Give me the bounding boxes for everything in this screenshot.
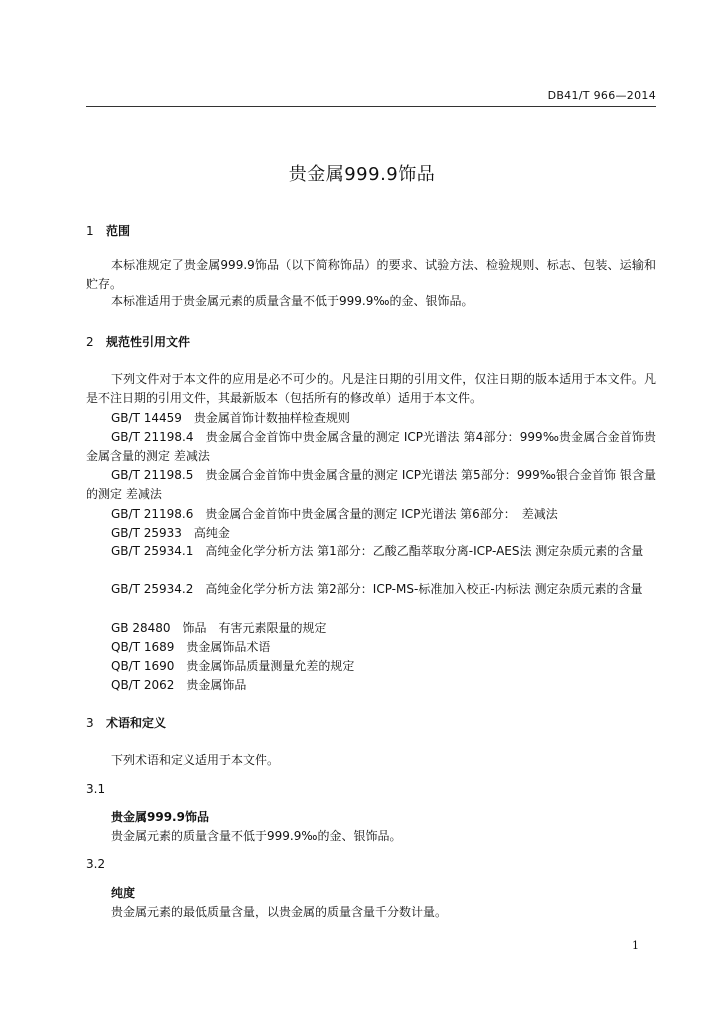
section-1-paragraph-1: 本标准规定了贵金属999.9饰品（以下简称饰品）的要求、试验方法、检验规则、标志、包装、运输和贮存。	[86, 258, 656, 291]
reference-item: GB/T 21198.5 贵金属合金首饰中贵金属含量的测定 ICP光谱法 第5部分：999‰银合金首饰 银含量的测定 差减法	[86, 468, 656, 501]
term-number: 3.2	[86, 857, 106, 871]
section-1-paragraph-2: 本标准适用于贵金属元素的质量含量不低于999.9‰的金、银饰品。	[111, 294, 474, 308]
section-3-heading	[86, 714, 166, 731]
section-title: 术语和定义	[106, 716, 167, 730]
reference-item: GB 28480 饰品 有害元素限量的规定	[111, 621, 327, 635]
reference-item: GB/T 25933 高纯金	[111, 526, 230, 540]
term-number: 3.1	[86, 782, 106, 796]
reference-item: QB/T 1690 贵金属饰品质量测量允差的规定	[111, 659, 355, 673]
reference-item: GB/T 25934.1 高纯金化学分析方法 第1部分：乙酸乙酯萃取分离-ICP-AES法 测定杂质元素的含量	[111, 544, 644, 558]
section-1-heading	[86, 222, 130, 239]
section-number: 3	[86, 716, 94, 730]
section-title: 范围	[106, 224, 131, 238]
section-title: 规范性引用文件	[106, 335, 191, 349]
section-number: 1	[86, 224, 94, 238]
reference-item: QB/T 2062 贵金属饰品	[111, 678, 247, 692]
term-name: 纯度	[111, 886, 136, 900]
section-number: 2	[86, 335, 94, 349]
term-definition: 贵金属元素的最低质量含量，以贵金属的质量含量千分数计量。	[111, 905, 448, 919]
document-code: DB41/T 966—2014	[547, 89, 656, 102]
section-2-heading	[86, 333, 190, 350]
term-definition: 贵金属元素的质量含量不低于999.9‰的金、银饰品。	[111, 829, 402, 843]
document-title: 贵金属999.9饰品	[288, 164, 436, 185]
header-rule	[86, 106, 656, 107]
reference-item: QB/T 1689 贵金属饰品术语	[111, 640, 271, 654]
section-2-intro: 下列文件对于本文件的应用是必不可少的。凡是注日期的引用文件，仅注日期的版本适用于本文件。凡是不注日期的引用文件，其最新版本（包括所有的修改单）适用于本文件。	[86, 372, 656, 405]
reference-item: GB/T 14459 贵金属首饰计数抽样检查规则	[111, 411, 350, 425]
reference-item: GB/T 21198.6 贵金属合金首饰中贵金属含量的测定 ICP光谱法 第6部分： 差减法	[111, 507, 558, 521]
section-3-intro: 下列术语和定义适用于本文件。	[111, 753, 280, 767]
page-number: 1	[632, 939, 639, 952]
reference-item: GB/T 25934.2 高纯金化学分析方法 第2部分：ICP-MS-标准加入校正-内标法 测定杂质元素的含量	[111, 582, 643, 596]
term-name: 贵金属999.9饰品	[111, 810, 209, 824]
reference-item: GB/T 21198.4 贵金属合金首饰中贵金属含量的测定 ICP光谱法 第4部分：999‰贵金属合金首饰贵金属含量的测定 差减法	[86, 430, 656, 463]
